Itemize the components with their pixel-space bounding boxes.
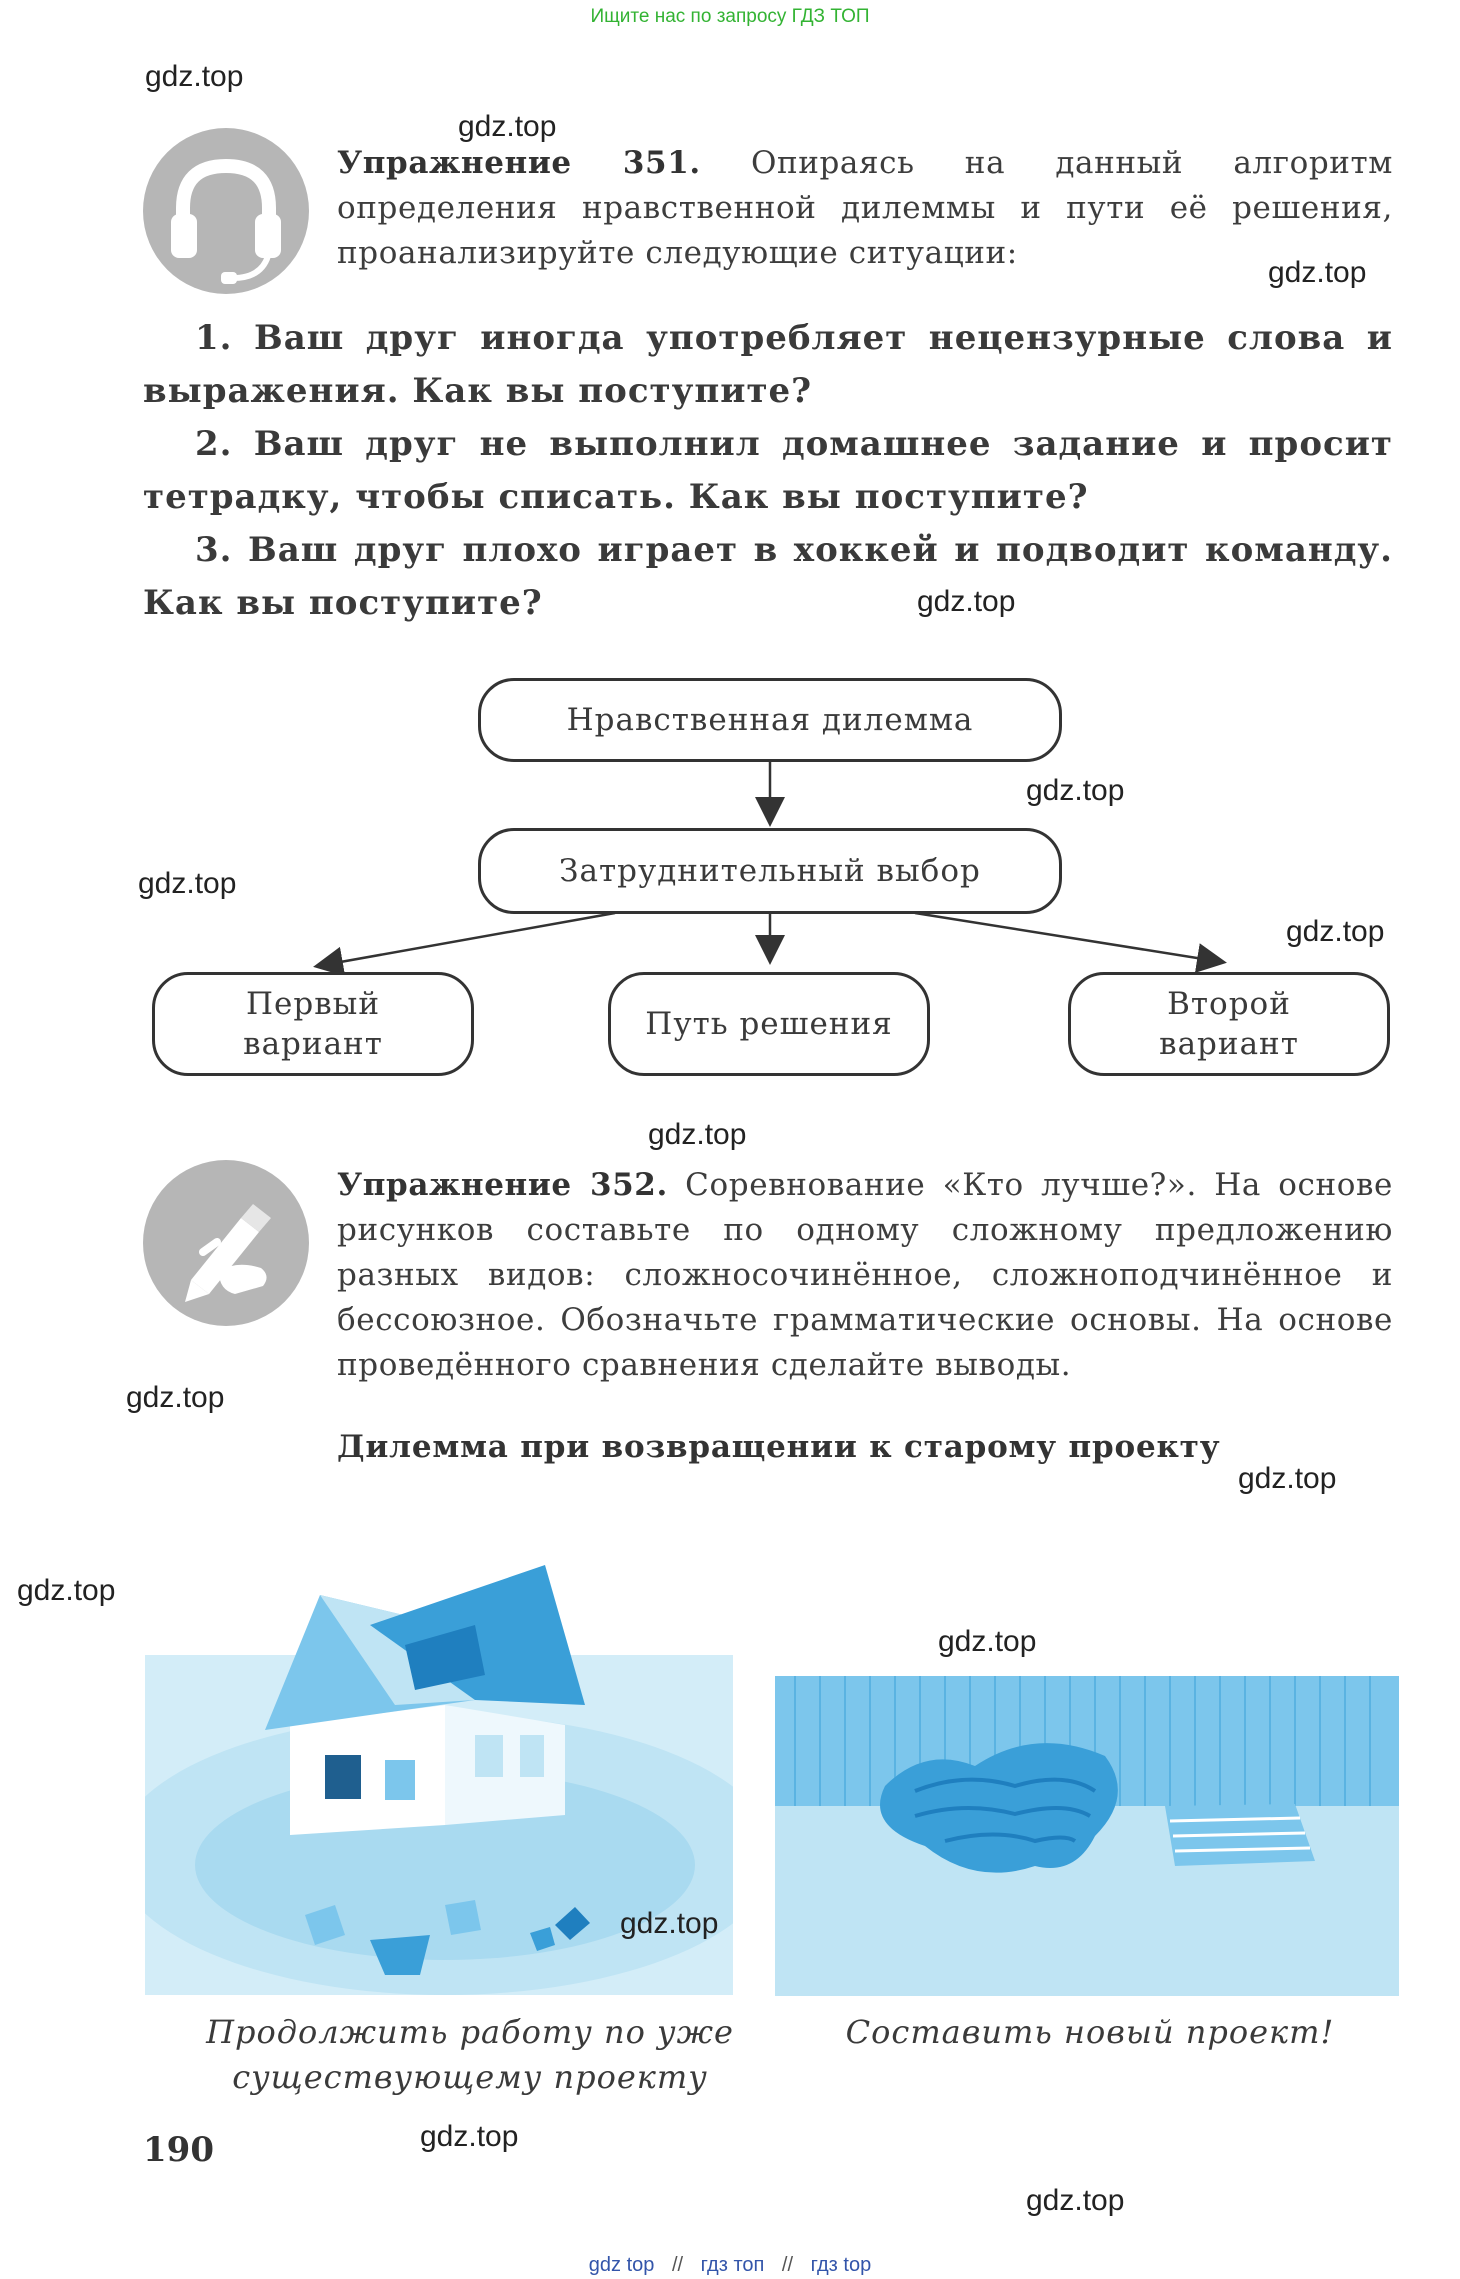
exercise-351-text: Опираясь на данный алгоритм определения нравственной дилеммы и пути её решения, проанализируйте следующие ситуации: <box>337 145 1393 271</box>
footer-link-gdz-top-mixed[interactable]: гдз top <box>810 2254 872 2276</box>
watermark: gdz.top <box>938 1625 1037 1658</box>
exercise-352-text: Соревнование «Кто лучше?». На основе рисунков составьте по одному сложному предложению разных видов: сложносочинённое, сложноподчинённое и бессоюзное. Обозначьте грамматические основы. На основе проведённого сравнения сделайте выводы. <box>337 1167 1393 1383</box>
watermark: gdz.top <box>420 2120 519 2153</box>
exercise-351-item-3: 3. Ваш друг плохо играет в хоккей и подводит команду. Как вы поступите? <box>143 530 1393 623</box>
footer-link-gdz-top-ru[interactable]: гдз топ <box>700 2254 765 2276</box>
watermark: gdz.top <box>17 1574 116 1607</box>
exercise-351-item-1: 1. Ваш друг иногда употребляет нецензурные слова и выражения. Как вы поступите? <box>143 318 1393 411</box>
page-number: 190 <box>143 2130 214 2170</box>
watermark: gdz.top <box>458 110 557 143</box>
footer-links <box>0 2254 1460 2277</box>
diagram-box-dilemma: Нравственная дилемма <box>478 678 1062 762</box>
pencil-hand-icon <box>143 1160 309 1326</box>
caption-right: Составить новый проект! <box>845 2013 1335 2051</box>
watermark: gdz.top <box>138 867 237 900</box>
diagram-arrows <box>0 0 1460 1100</box>
watermark: gdz.top <box>648 1118 747 1151</box>
exercise-352-subheading: Дилемма при возвращении к старому проекту <box>337 1429 1221 1465</box>
site-banner[interactable]: Ищите нас по запросу ГДЗ ТОП <box>590 6 870 27</box>
watermark: gdz.top <box>1286 915 1385 948</box>
diagram-box-second-option: Второй вариант <box>1068 972 1390 1076</box>
watermark: gdz.top <box>1238 1462 1337 1495</box>
footer-link-gdz-top[interactable]: gdz top <box>588 2254 655 2276</box>
exercise-351-item-2: 2. Ваш друг не выполнил домашнее задание и просит тетрадку, чтобы списать. Как вы поступите? <box>143 424 1393 517</box>
watermark: gdz.top <box>620 1907 719 1940</box>
exercise-351-title: Упражнение 351. <box>337 145 701 181</box>
footer-separator: // <box>781 2254 794 2276</box>
diagram-box-solution-path: Путь решения <box>608 972 930 1076</box>
exercise-352-title: Упражнение 352. <box>337 1167 668 1203</box>
diagram-box-first-option: Первый вариант <box>152 972 474 1076</box>
watermark: gdz.top <box>1026 774 1125 807</box>
watermark: gdz.top <box>917 585 1016 618</box>
diagram-box-difficult-choice: Затруднительный выбор <box>478 828 1062 914</box>
caption-left: Продолжить работу по уже существующему проекту <box>206 2013 734 2096</box>
fence-bricks-illustration <box>775 1676 1399 1996</box>
footer-separator: // <box>671 2254 684 2276</box>
watermark: gdz.top <box>1268 256 1367 289</box>
watermark: gdz.top <box>1026 2184 1125 2217</box>
watermark: gdz.top <box>126 1381 225 1414</box>
exercise-352-intro <box>337 1163 1393 1388</box>
watermark: gdz.top <box>145 60 244 93</box>
